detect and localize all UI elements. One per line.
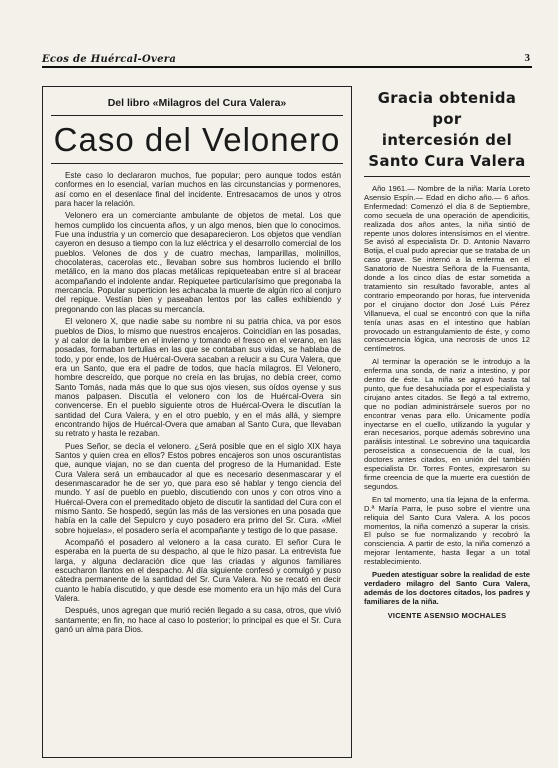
headline-line: intercesión del — [381, 132, 513, 149]
body-paragraph: Pues Señor, se decía el velonero. ¿Será posible que en el siglo XIX haya Santos y quien crea en ellos? Estos pobres encajeros son unos oscurantistas que, aunque viajan, no se dan cuenta del progreso de la Humanidad. Este Cura Valera será un embaucador al que es necesario desenmascarar y el desenmascarador he de ser yo, que para eso sé hablar y tengo ciencia del mundo. Y así de pueblo en pueblo, discutiendo con unos y con otros vino a Huércal-Overa con el premeditado objeto de discutir la santidad del Cura con el mismo Santo. Se hospedó, según las más de las versiones en una posada que había en la calle del Sepulcro y cuyo posadero era primo del Sr. Cura. «Miel sobre hojuelas», el posadero sería el acompañante y testigo de lo que pasase. — [55, 441, 341, 535]
body-paragraph: En tal momento, una tía lejana de la enferma. D.ª María Parra, le puso sobre el vientre una reliquia del Santo Cura Valera. A los pocos momentos, la niña comenzó a superar la crisis. El pulso se fue normalizando y recobró la consciencia. A partir de esto, la niña comenzó a mejorar lentamente, hasta llegar a un total restablecimiento. — [364, 494, 530, 567]
headline-rule — [51, 163, 343, 164]
body-paragraph: Después, unos agregan que murió recién llegado a su casa, otros, que vivió santamente; en fin, no hace al caso lo posterior; lo principal es que el Sr. Cura ganó un alma para Dios. — [55, 606, 341, 635]
author-signature: VICENTE ASENSIO MOCHALES — [387, 610, 507, 620]
body-paragraph: Velonero era un comerciante ambulante de objetos de metal. Los que hemos cumplido los cincuenta años, y un algo menos, bien que lo conocimos. Fue una industria y un comercio que desaparecieron. Los objetos que vendían cayeron en desuso a tiempo con la luz eléctrica y el desarrollo comercial de los pueblos. Velones de dos y de cuatro mechas, lamparillas, molinillos, chocolateras, cacerolas etc., llevaban sobre sus hombros luciendo el brillo metálico, en la mano dos placas metálicas repiqueteaban entre sí al bracear acompañando el indolente andar. Repiquetee particularísimo que pregonaba la mercancía. Popular superticion les achacaba la muerte de algún rico al conjuro del repique. Vestían bien y paseaban lentos por las calles exhibiendo y pregonando con las placas su mercancía. — [55, 211, 341, 314]
article-kicker: Del libro «Milagros del Cura Valera» — [107, 97, 287, 109]
body-paragraph: Este caso lo declararon muchos, fue popular; pero aunque todos están conformes en lo esencial, varían muchos en las circunstancias y pormenores, así como en el desenlace final del incidente. Entresacamos de unos y otros para hacer la relación. — [55, 171, 341, 209]
left-article — [42, 86, 352, 758]
body-paragraph: Año 1961.— Nombre de la niña: María Loreto Asensio Espín.— Edad en dicho año.— 6 años. Enfermedad: Comenzó el día 8 de Septiembre, como secuela de una operación de apendicitis, realizada dos años antes, la niña sintió de repente unos dolores intensísimos en el vientre. Se avisó al especialista Dr. D. Antonio Navarro Botija, el cual pudo apreciar que se trataba de un caso grave. Se internó a la enferma en el Sanatorio de Nuestra Señora de la Fuensanta, donde a los cinco días de estar sometida a tratamiento sin resultado favorable, antes al contrario empeorando por horas, fue intervenida por el cirujano doctor don José Luis Pérez Villanueva, el cual se encontró con que la niña tenía unas asas en el intestino que habían provocado un estrangulamiento de éste, y como consecuencia lógica, una necrosis de unos 12 centímetros. — [364, 184, 530, 354]
headline-line: Santo Cura Valera — [368, 153, 526, 170]
article-body — [362, 185, 532, 621]
article-body — [55, 171, 341, 751]
body-paragraph: Acompañó el posadero al velonero a la casa curato. El señor Cura le esperaba en la puerta de su despacho, al que le hizo pasar. La entrevista fue larga, y alguna declaración dice que las criadas y algunos familiares escucharon llantos en el despacho. Al día siguiente confesó y comulgó y puso cátedra permanente de la santidad del Sr. Cura Valera. No se recató en decir cuanto le había discutido, y que desde ese momento era un hijo más del Cura Valera. — [55, 538, 341, 604]
article-headline — [362, 88, 532, 172]
headline-line: Gracia obtenida por — [377, 90, 517, 128]
right-article — [362, 86, 532, 758]
body-paragraph: El velonero X, que nadie sabe su nombre ni su patria chica, va por esos pueblos de Dios, lo mismo que nuestros encajeros. Coincidían en las posadas, y al calor de la lumbre en el invierno y tomando el fresco en el verano, en las posadas, formaban tertulias en las que se contaban sus vidas, se hablaba de todo, y por ende, los de Huércal-Overa sacaban a relucir a su Cura Valera, que era un Santo, que era el padre de todos, que hacía milagros. El Velonero, hombre descreído, que porque no creía en las brujas, no debía creer, como Santo Tomás, nada más que lo que sus ojos viesen, sus oídos oyense y sus manos palpasen. Discutía el velonero con los de Huércal-Overa sin convencerse. En el pueblo siguiente otros de Huércal-Overa le discutían la santidad del Cura Valera, y en el otro pueblo, y en el más allá, y siempre encontrando hijos de Huércal-Overa que amaban al Santo Cura, que llevaban su retrato y hasta le rezaban. — [55, 317, 341, 439]
publication-title: Ecos de Huércal-Overa — [42, 54, 177, 65]
page-header — [42, 52, 532, 74]
header-rule — [42, 66, 532, 68]
closing-paragraph: Pueden atestiguar sobre la realidad de este verdadero milagro del Santo Cura Valera, además de los doctores citados, los padres y familiares de la niña. — [364, 570, 530, 606]
page-number: 3 — [524, 52, 530, 64]
kicker-rule — [51, 115, 343, 116]
body-paragraph: Al terminar la operación se le introdujo a la enferma una sonda, de nariz a intestino, y por dentro de éste. La niña se agravó hasta tal punto, que fue desahuciada por el especialista y cirujano antes citados. Se llegó a tal extremo, que no podían administrársele sueros por no encontrar venas para ello. Únicamente podía inyectarse en el cuello, utilizando la yugular y eran necesarios, porque además sobrevino una parálisis intestinal. Le sobrevino una taquicardia peroseística a consecuencia de la cual, los doctores antes citados, en unión del también especialista Dr. Torres Fontes, expresaron su firme creencia de que la muerte era cuestión de segundos. — [364, 357, 530, 491]
article-headline: Caso del Velonero — [53, 121, 341, 158]
headline-rule — [364, 176, 530, 177]
